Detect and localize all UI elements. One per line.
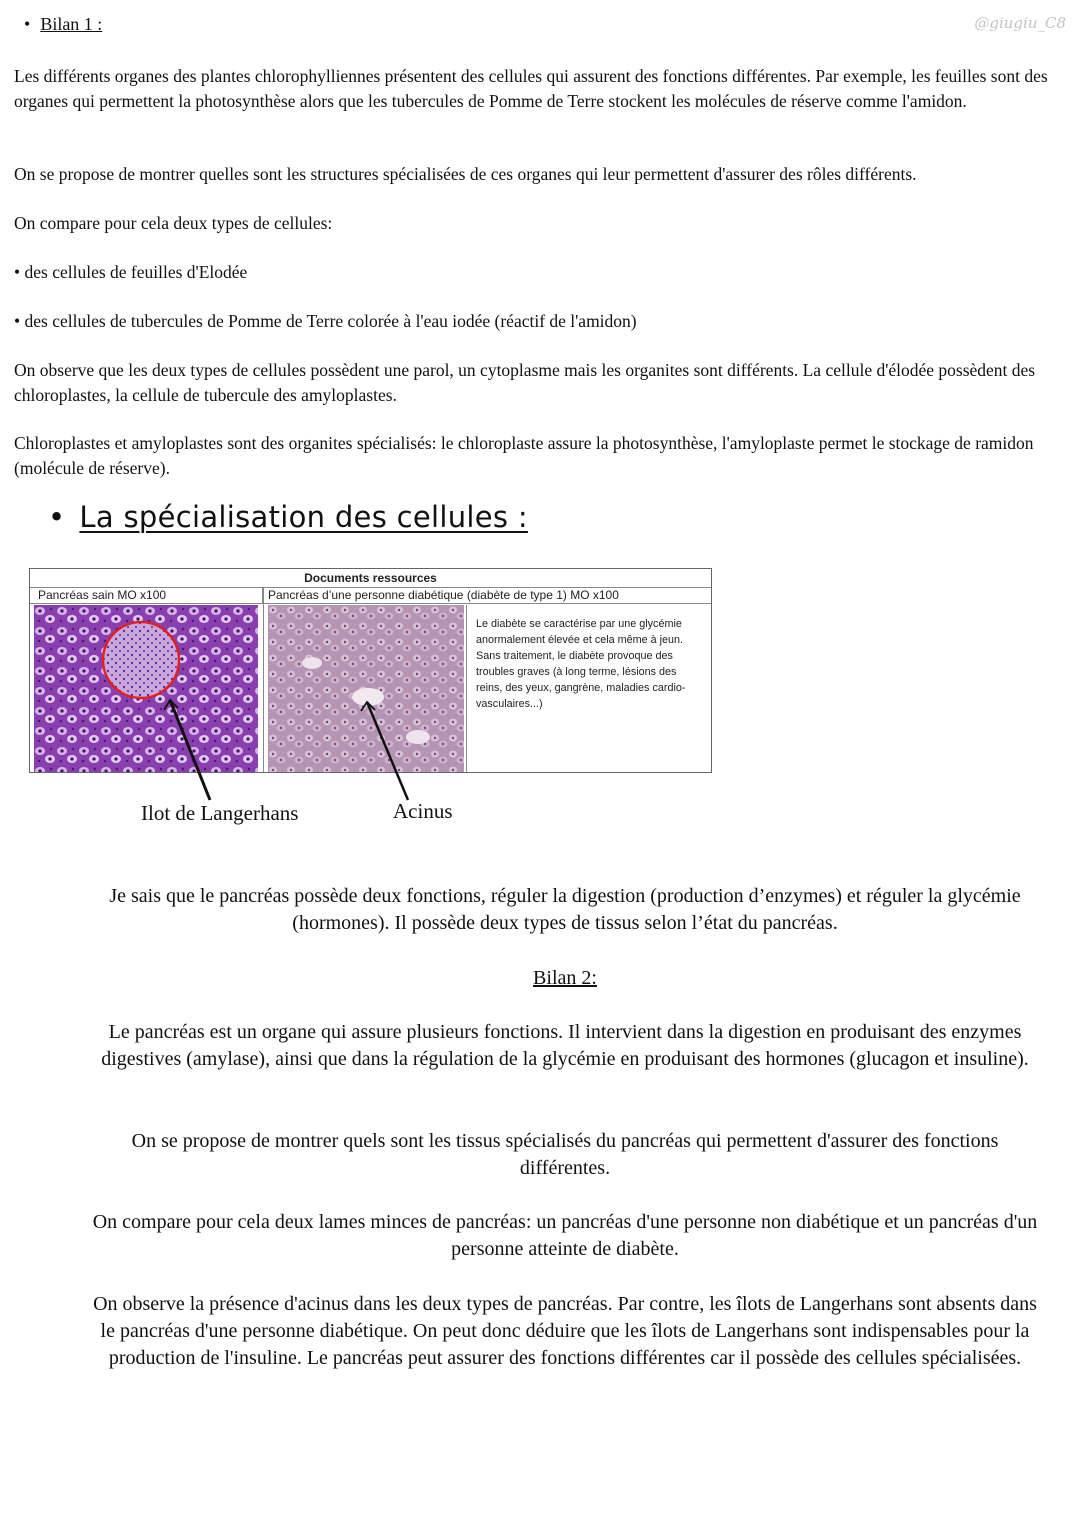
paragraph: On observe la présence d'acinus dans les deux types de pancréas. Par contre, les îlots de Langerhans sont absents dans le pancréas d'une personne diabétique. On peut donc déduire que les îlots de Langerhans sont indispensables pour la production de l'insuline. Le pancréas peut assurer des fonctions différentes car il possède des cellules spécialisées. xyxy=(93,1293,1037,1369)
paragraph: Le pancréas est un organe qui assure plusieurs fonctions. Il intervient dans la digestion en produisant des enzymes digestives (amylase), ainsi que dans la régulation de la glycémie en produisant des hormones (glucagon et insuline). xyxy=(101,1021,1029,1070)
watermark: @giugiu_C8 xyxy=(974,14,1066,32)
bullet-icon: • xyxy=(48,500,66,534)
paragraph: On compare pour cela deux lames minces de pancréas: un pancréas d'une personne non diabétique et un pancréas d'un personne atteinte de diabète. xyxy=(92,1211,1038,1260)
list-item: • des cellules de feuilles d'Elodée xyxy=(14,262,248,282)
list-item: • des cellules de tubercules de Pomme de Terre colorée à l'eau iodée (réactif de l'amidon) xyxy=(14,311,637,331)
bilan-1-title-text: Bilan 1 : xyxy=(40,14,103,34)
bullet-icon: • xyxy=(24,14,31,34)
bilan-2-title-text: Bilan 2: xyxy=(533,967,597,989)
diabetic-pancreas-label: Pancréas d’une personne diabétique (diabète de type 1) MO x100 xyxy=(263,587,711,604)
paragraph: On se propose de montrer quels sont les tissus spécialisés du pancréas qui permettent d'assurer des fonctions différentes. xyxy=(131,1130,999,1179)
figure-title: Documents ressources xyxy=(30,569,711,588)
paragraph: On se propose de montrer quelles sont les structures spécialisées de ces organes qui leur permettent d'assurer des rôles différents. xyxy=(14,164,917,184)
islet-caption: Ilot de Langerhans xyxy=(141,801,299,825)
acinus-arrow xyxy=(367,702,408,800)
bilan-2-title xyxy=(85,965,1045,992)
acinus-caption: Acinus xyxy=(393,799,453,823)
paragraph: On compare pour cela deux types de cellules: xyxy=(14,213,333,233)
paragraph: Les différents organes des plantes chlorophylliennes présentent des cellules qui assurent des fonctions différentes. Par exemple, les feuilles sont des organes qui permettent la photosynthèse alors que les tubercules de Pomme de Terre stockent les molécules de réserve comme l'amidon. xyxy=(14,66,1048,111)
diabetes-description: Le diabète se caractérise par une glycémie anormalement élevée et cela même à jeun. Sans traitement, le diabète provoque des troubles graves (à long terme, lésions des reins, des yeux, gangrène, maladies cardio-vasculaires...) xyxy=(476,618,686,710)
paragraph: On observe que les deux types de cellules possèdent une parol, un cytoplasme mais les organites sont différents. La cellule d'élodée possèdent des chloroplastes, la cellule de tubercule des amyloplastes. xyxy=(14,360,1036,405)
healthy-pancreas-label: Pancréas sain MO x100 xyxy=(30,587,263,604)
islet-arrow xyxy=(170,700,210,800)
paragraph: Chloroplastes et amyloplastes sont des organites spécialisés: le chloroplaste assure la photosynthèse, l'amyloplaste permet le stockage de ramidon (molécule de réserve). xyxy=(14,433,1034,478)
section-heading-text: La spécialisation des cellules : xyxy=(79,500,528,534)
intro-paragraph: Je sais que le pancréas possède deux fonctions, réguler la digestion (production d’enzymes) et réguler la glycémie (hormones). Il possède deux types de tissus selon l’état du pancréas. xyxy=(109,885,1021,934)
